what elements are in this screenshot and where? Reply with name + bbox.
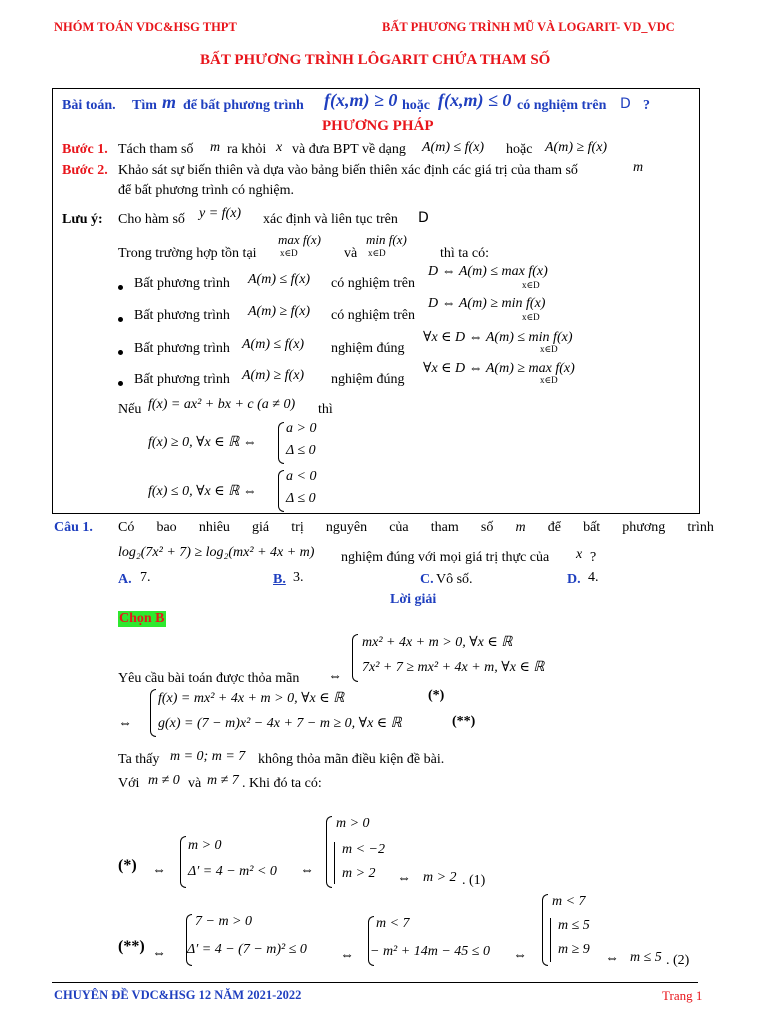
- star1-tag: (*): [118, 857, 137, 874]
- star2-equiv2: ⇔: [340, 948, 354, 963]
- case2-a: a < 0: [286, 469, 317, 484]
- sys2-brace: [150, 689, 156, 737]
- bullet-rhs: ∀x ∈ D ⇔ A(m) ≤ min f(x): [423, 330, 573, 345]
- question-word: số: [480, 520, 494, 535]
- ineq2: f(x,m) ≤ 0: [438, 90, 512, 110]
- with-cond2: m ≠ 7: [207, 773, 239, 788]
- step1-m: m: [210, 140, 221, 155]
- bullet-sub: x∈D: [540, 375, 558, 385]
- question-ineq: log₂(7x² + 7) ≥ log₂(mx² + 4x + m): [118, 545, 315, 560]
- sys2-line1: f(x) = mx² + 4x + m > 0, ∀x ∈ ℝ: [158, 691, 345, 706]
- question-word: tham: [430, 520, 459, 535]
- if-fn: f(x) = ax² + bx + c (a ≠ 0): [148, 397, 296, 412]
- note-min-sub: x∈D: [368, 248, 386, 258]
- bullet-dot: [118, 317, 123, 322]
- domain-symbol: D: [620, 96, 631, 112]
- question-qmark: ?: [590, 550, 597, 565]
- step1-label: Bước 1.: [62, 142, 108, 157]
- case1-brace: [278, 422, 284, 464]
- footer-page: Trang 1: [662, 988, 703, 1003]
- bullet-dot: [118, 350, 123, 355]
- star2-brace: [186, 914, 192, 966]
- or-label: hoặc: [402, 98, 430, 113]
- question-label: Câu 1.: [54, 520, 93, 535]
- bullet-cond: nghiệm đúng: [331, 341, 405, 356]
- star1-case3: m > 2: [342, 866, 376, 881]
- bullet-text: Bất phương trình: [134, 308, 230, 323]
- option-a-value[interactable]: 7.: [140, 570, 151, 585]
- problem-text3: có nghiệm trên: [517, 98, 607, 113]
- question-line2: nghiệm đúng với mọi giá trị thực của: [341, 550, 550, 565]
- note-label: Lưu ý:: [62, 212, 103, 227]
- footer-divider: [52, 982, 698, 983]
- star2-case1: m < 7: [552, 894, 586, 909]
- sys2-tag2: (**): [452, 714, 476, 729]
- solution-title: Lời giải: [390, 592, 437, 607]
- option-a-label[interactable]: A.: [118, 572, 132, 587]
- note-line2-b: thì ta có:: [440, 246, 489, 261]
- question-word: nhiêu: [198, 520, 230, 535]
- bullet-cond: nghiệm đúng: [331, 372, 405, 387]
- req-sys1: mx² + 4x + m > 0, ∀x ∈ ℝ: [362, 635, 513, 650]
- bullet-cond: có nghiệm trên: [331, 308, 415, 323]
- option-c-label[interactable]: C.: [420, 572, 434, 587]
- star1-sys2: Δ′ = 4 − m² < 0: [188, 864, 277, 879]
- sys2-line2: g(x) = (7 − m)x² − 4x + 7 − m ≥ 0, ∀x ∈ ℝ: [158, 716, 402, 731]
- question-word: để: [547, 520, 561, 535]
- star2-case2: m ≤ 5: [558, 918, 590, 933]
- note-text2: xác định và liên tục trên: [263, 212, 398, 227]
- problem-text2: để bất phương trình: [183, 98, 304, 113]
- question-line1: [118, 520, 714, 536]
- question-word: phương: [622, 520, 666, 535]
- bullet-sub: x∈D: [522, 312, 540, 322]
- qmark: ?: [643, 98, 650, 113]
- option-b-label[interactable]: B.: [273, 572, 286, 587]
- footer-left: CHUYÊN ĐỀ VDC&HSG 12 NĂM 2021-2022: [54, 988, 302, 1002]
- star1-equiv3: ⇔: [397, 871, 411, 886]
- if-label: Nếu: [118, 402, 142, 417]
- star2-tag: (**): [118, 938, 145, 955]
- ineq1: f(x,m) ≥ 0: [324, 90, 398, 110]
- note-min: min f(x): [366, 232, 407, 247]
- option-d-label[interactable]: D.: [567, 572, 581, 587]
- question-word: bất: [583, 520, 601, 535]
- bullet-rhs: ∀x ∈ D ⇔ A(m) ≥ max f(x): [423, 361, 575, 376]
- bullet-dot: [118, 285, 123, 290]
- case1-d: Δ ≤ 0: [286, 443, 316, 458]
- star1-brace: [180, 836, 186, 888]
- bullet-dot: [118, 381, 123, 386]
- star1-num: . (1): [462, 873, 486, 888]
- star2-sys2: Δ′ = 4 − (7 − m)² ≤ 0: [187, 942, 307, 957]
- step1-text2: ra khỏi: [227, 142, 267, 157]
- star2-brace3: [542, 894, 548, 966]
- bullet-rhs: D ⇔ A(m) ≥ min f(x): [428, 296, 546, 311]
- req-text: Yêu cầu bài toán được thỏa mãn: [118, 671, 300, 686]
- note-line2-a: Trong trường hợp tồn tại: [118, 246, 257, 261]
- bullet-text: Bất phương trình: [134, 341, 230, 356]
- bullet-text: Bất phương trình: [134, 372, 230, 387]
- then-label: thì: [318, 402, 333, 417]
- star2-result: m ≤ 5: [630, 950, 662, 965]
- star2-equiv3: ⇔: [513, 948, 527, 963]
- bullet-text: Bất phương trình: [134, 276, 230, 291]
- option-b-value[interactable]: 3.: [293, 570, 304, 585]
- with-and: và: [188, 776, 202, 791]
- header-left: NHÓM TOÁN VDC&HSG THPT: [54, 20, 237, 34]
- star1-brace2: [326, 816, 332, 888]
- note-max-sub: x∈D: [280, 248, 298, 258]
- case1-lhs: f(x) ≥ 0, ∀x ∈ ℝ ⇔: [148, 435, 257, 450]
- option-d-value[interactable]: 4.: [588, 570, 599, 585]
- with-text2: . Khi đó ta có:: [242, 776, 322, 791]
- star1-equiv2: ⇔: [300, 863, 314, 878]
- step2-label: Bước 2.: [62, 163, 108, 178]
- case2-brace: [278, 470, 284, 512]
- star2-case3: m ≥ 9: [558, 942, 590, 957]
- note-domain: D: [418, 210, 429, 226]
- note-fn: y = f(x): [199, 206, 242, 221]
- question-x: x: [576, 547, 583, 562]
- step1-form1: A(m) ≤ f(x): [422, 140, 485, 155]
- star1-sys1: m > 0: [188, 838, 222, 853]
- option-c-value[interactable]: Vô số.: [436, 572, 473, 587]
- star2-num: . (2): [666, 953, 690, 968]
- sys2-equiv: ⇔: [118, 716, 132, 731]
- see-m-values: m = 0; m = 7: [170, 749, 246, 764]
- step2-text: Khảo sát sự biến thiên và dựa vào bảng biến thiên xác định các giá trị của tham số: [118, 163, 578, 178]
- bullet-sub: x∈D: [540, 344, 558, 354]
- case2-lhs: f(x) ≤ 0, ∀x ∈ ℝ ⇔: [148, 484, 257, 499]
- header-right: BẤT PHƯƠNG TRÌNH MŨ VÀ LOGARIT- VD_VDC: [382, 20, 675, 34]
- note-text1: Cho hàm số: [118, 212, 185, 227]
- bullet-form: A(m) ≤ f(x): [242, 337, 305, 352]
- page-title: BẤT PHƯƠNG TRÌNH LÔGARIT CHỨA THAM SỐ: [200, 52, 551, 68]
- question-word: bao: [156, 520, 177, 535]
- step2-m: m: [633, 160, 644, 175]
- star2-equiv: ⇔: [152, 946, 166, 961]
- bullet-form: A(m) ≥ f(x): [242, 368, 305, 383]
- step1-text: Tách tham số: [118, 142, 194, 157]
- bullet-form: A(m) ≥ f(x): [248, 304, 311, 319]
- problem-label: Bài toán.: [62, 98, 116, 113]
- star2-bracket: [550, 918, 551, 962]
- step2-text2: để bất phương trình có nghiệm.: [118, 183, 294, 198]
- req-equiv: ⇔: [328, 669, 342, 684]
- star1-equiv: ⇔: [152, 863, 166, 878]
- see-text1: Ta thấy: [118, 752, 160, 767]
- req-sys2: 7x² + 7 ≥ mx² + 4x + m, ∀x ∈ ℝ: [362, 660, 545, 675]
- problem-text1: Tìm: [132, 98, 157, 113]
- case1-a: a > 0: [286, 421, 317, 436]
- sys2-tag1: (*): [428, 688, 445, 703]
- step1-x: x: [276, 140, 283, 155]
- star2-sys2-2: − m² + 14m − 45 ≤ 0: [370, 944, 490, 959]
- step1-or: hoặc: [506, 142, 533, 157]
- star1-result: m > 2: [423, 870, 457, 885]
- question-word: trị: [291, 520, 304, 535]
- bullet-cond: có nghiệm trên: [331, 276, 415, 291]
- question-word: giá: [252, 520, 270, 535]
- question-word: của: [389, 520, 409, 535]
- method-title: PHƯƠNG PHÁP: [322, 118, 434, 134]
- with-text1: Với: [118, 776, 140, 791]
- question-word: Có: [118, 520, 135, 535]
- step1-text3: và đưa BPT về dạng: [292, 142, 406, 157]
- question-word: m: [515, 520, 526, 535]
- star2-sys1: 7 − m > 0: [195, 914, 253, 929]
- see-text2: không thỏa mãn điều kiện đề bài.: [258, 752, 445, 767]
- with-cond1: m ≠ 0: [148, 773, 180, 788]
- question-word: nguyên: [325, 520, 368, 535]
- note-and: và: [344, 246, 358, 261]
- note-max: max f(x): [278, 232, 321, 247]
- star2-sys2-1: m < 7: [376, 916, 410, 931]
- star1-case1: m > 0: [336, 816, 370, 831]
- choice-label: Chọn B: [119, 611, 165, 626]
- star1-bracket: [334, 842, 335, 884]
- question-word: trình: [687, 520, 714, 535]
- step1-form2: A(m) ≥ f(x): [545, 140, 608, 155]
- problem-m: m: [162, 92, 177, 112]
- case2-d: Δ ≤ 0: [286, 491, 316, 506]
- bullet-rhs: D ⇔ A(m) ≤ max f(x): [428, 264, 548, 279]
- req-brace: [352, 634, 358, 682]
- star2-equiv4: ⇔: [605, 951, 619, 966]
- bullet-form: A(m) ≤ f(x): [248, 272, 311, 287]
- star1-case2: m < −2: [342, 842, 386, 857]
- bullet-sub: x∈D: [522, 280, 540, 290]
